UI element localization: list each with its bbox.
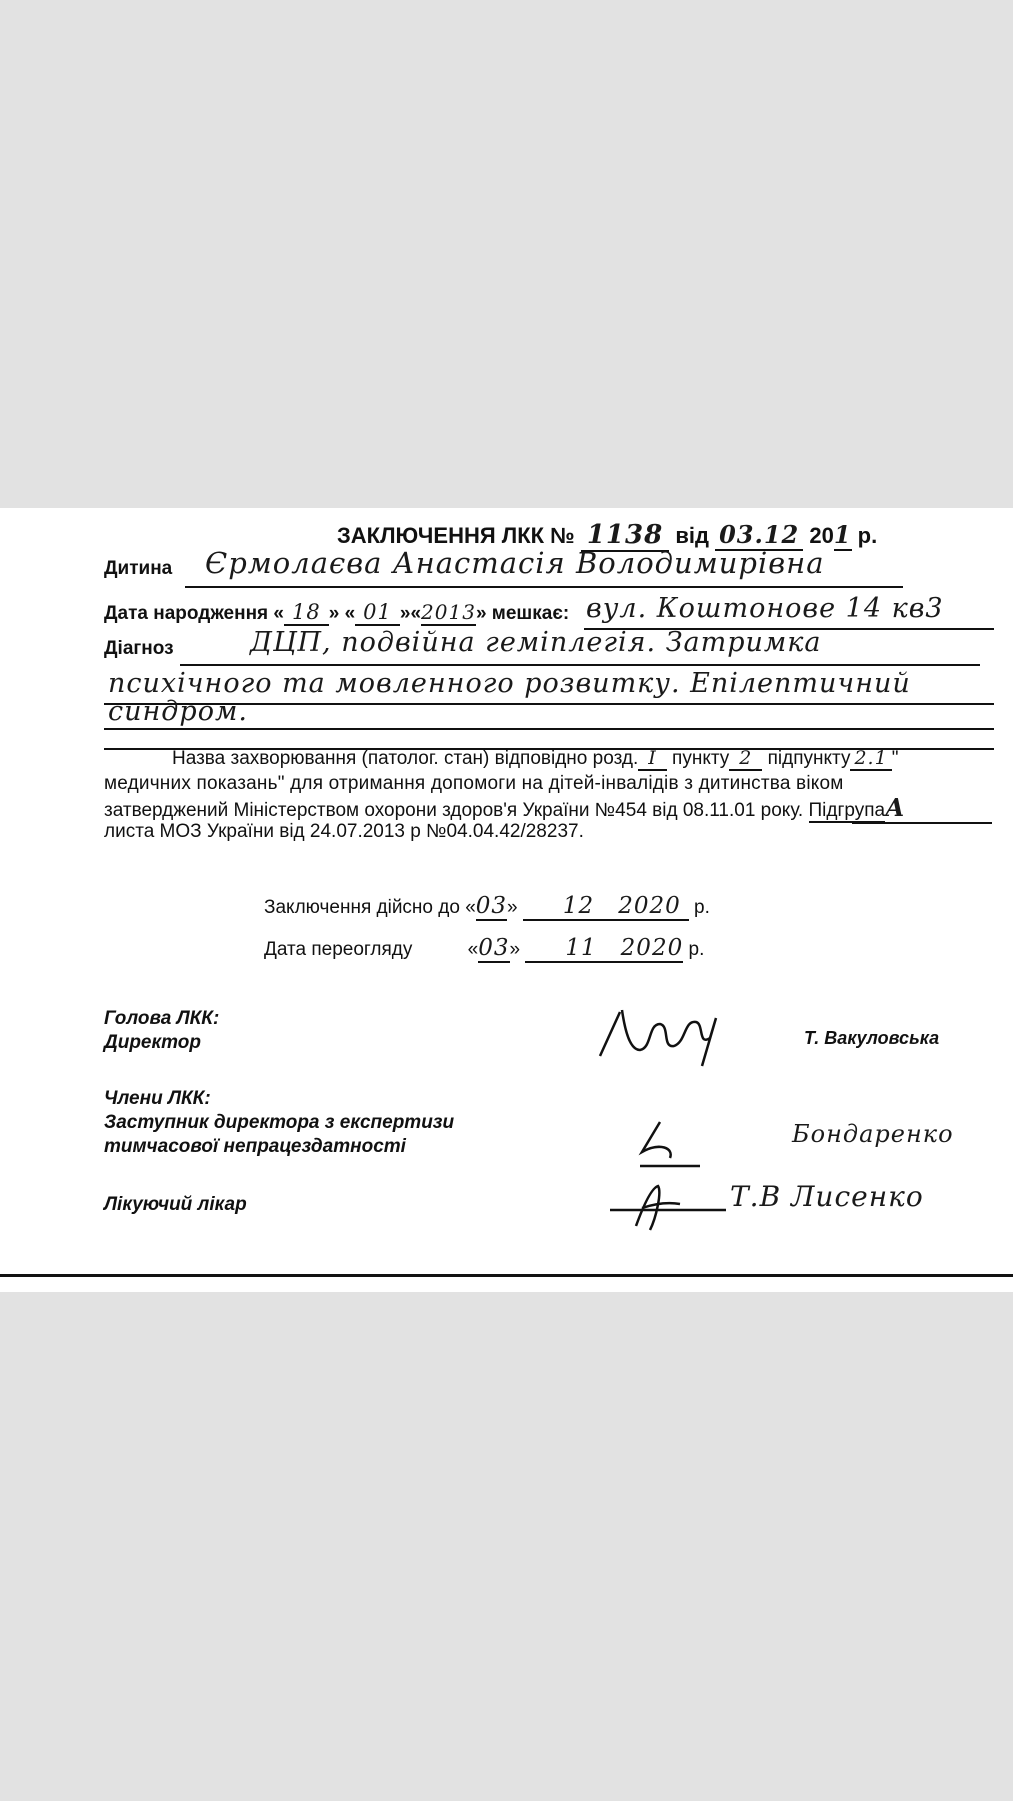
paragraph-line-1: Назва захворювання (патолог. стан) відповідно розд. I пункту 2 підпункту 2.1 "	[172, 747, 899, 769]
deputy-label-line-2: тимчасової непрацездатності	[104, 1136, 406, 1157]
head-label: Голова ЛКК:	[104, 1008, 220, 1029]
review-month: 11	[525, 935, 620, 963]
diagnosis-underline-3	[104, 728, 994, 730]
child-name: Єрмолаєва Анастасія Володимирівна	[205, 546, 825, 580]
paragraph-line-2: медичних показань" для отримання допомоги на дітей-інвалідів з дитинства віком	[104, 773, 844, 794]
conclusion-date: 03.12	[715, 520, 803, 551]
doctor-signature	[606, 1174, 736, 1234]
pidpunkt-value: 2.1	[850, 747, 891, 771]
members-label: Члени ЛКК:	[104, 1088, 211, 1109]
conclusion-year: 1	[833, 520, 852, 549]
subgroup-label: Підгрупа	[808, 800, 886, 821]
conclusion-number: 1138	[581, 520, 669, 552]
director-name: Т. Вакуловська	[804, 1028, 940, 1048]
deputy-signature	[630, 1112, 710, 1172]
paragraph-line-4: листа МОЗ України від 24.07.2013 р №04.04.42/28237.	[104, 821, 584, 842]
doctor-name: Т.В Лисенко	[730, 1180, 924, 1213]
subgroup-value: А	[885, 793, 906, 822]
director-label: Директор	[104, 1032, 201, 1053]
residence-label: мешкає:	[491, 603, 570, 624]
birth-day: 18	[284, 600, 329, 626]
review-day: 03	[478, 935, 510, 961]
birth-month: 01	[355, 600, 400, 626]
diagnosis-label: Діагноз	[104, 638, 174, 659]
diagnosis-line-2: психічного та мовленного розвитку. Епілептичний	[108, 668, 911, 699]
review-year: 2020	[620, 935, 684, 961]
child-underline	[185, 586, 903, 588]
document-title: ЗАКЛЮЧЕННЯ ЛКК № 1138 від 03.12 201 р.	[337, 520, 878, 550]
deputy-label-line-1: Заступник директора з експертизи	[104, 1112, 455, 1133]
punkt-value: 2	[729, 747, 762, 771]
paragraph-line-3: затверджений Міністерством охорони здоров'я України №454 від 08.11.01 року. ПідгрупаА	[104, 793, 906, 822]
address: вул. Коштонове 14 кв3	[586, 593, 944, 624]
deputy-name: Бондаренко	[792, 1120, 954, 1148]
review-row: Дата переогляду «03» 11 2020 р.	[264, 935, 705, 961]
rozd-value: I	[638, 747, 667, 771]
diagnosis-line-1: ДЦП, подвійна геміплегія. Затримка	[250, 627, 822, 658]
director-signature	[592, 998, 722, 1068]
diagnosis-underline-1	[180, 664, 980, 666]
child-label: Дитина	[104, 558, 173, 579]
validity-month: 12	[523, 893, 618, 921]
doctor-label: Лікуючий лікар	[104, 1194, 247, 1215]
birth-row: Дата народження « 18 » « 01 »«2013» мешкає:	[104, 600, 570, 624]
subgroup-underline	[852, 822, 992, 824]
birth-year: 2013	[421, 600, 476, 624]
validity-day: 03	[475, 893, 508, 919]
diagnosis-line-3: синдром.	[108, 696, 248, 727]
validity-row: Заключення дійсно до «03» 12 2020 р.	[264, 893, 710, 919]
bottom-border	[0, 1274, 1013, 1277]
validity-year: 2020	[618, 893, 689, 921]
document-sheet	[0, 508, 1013, 1292]
